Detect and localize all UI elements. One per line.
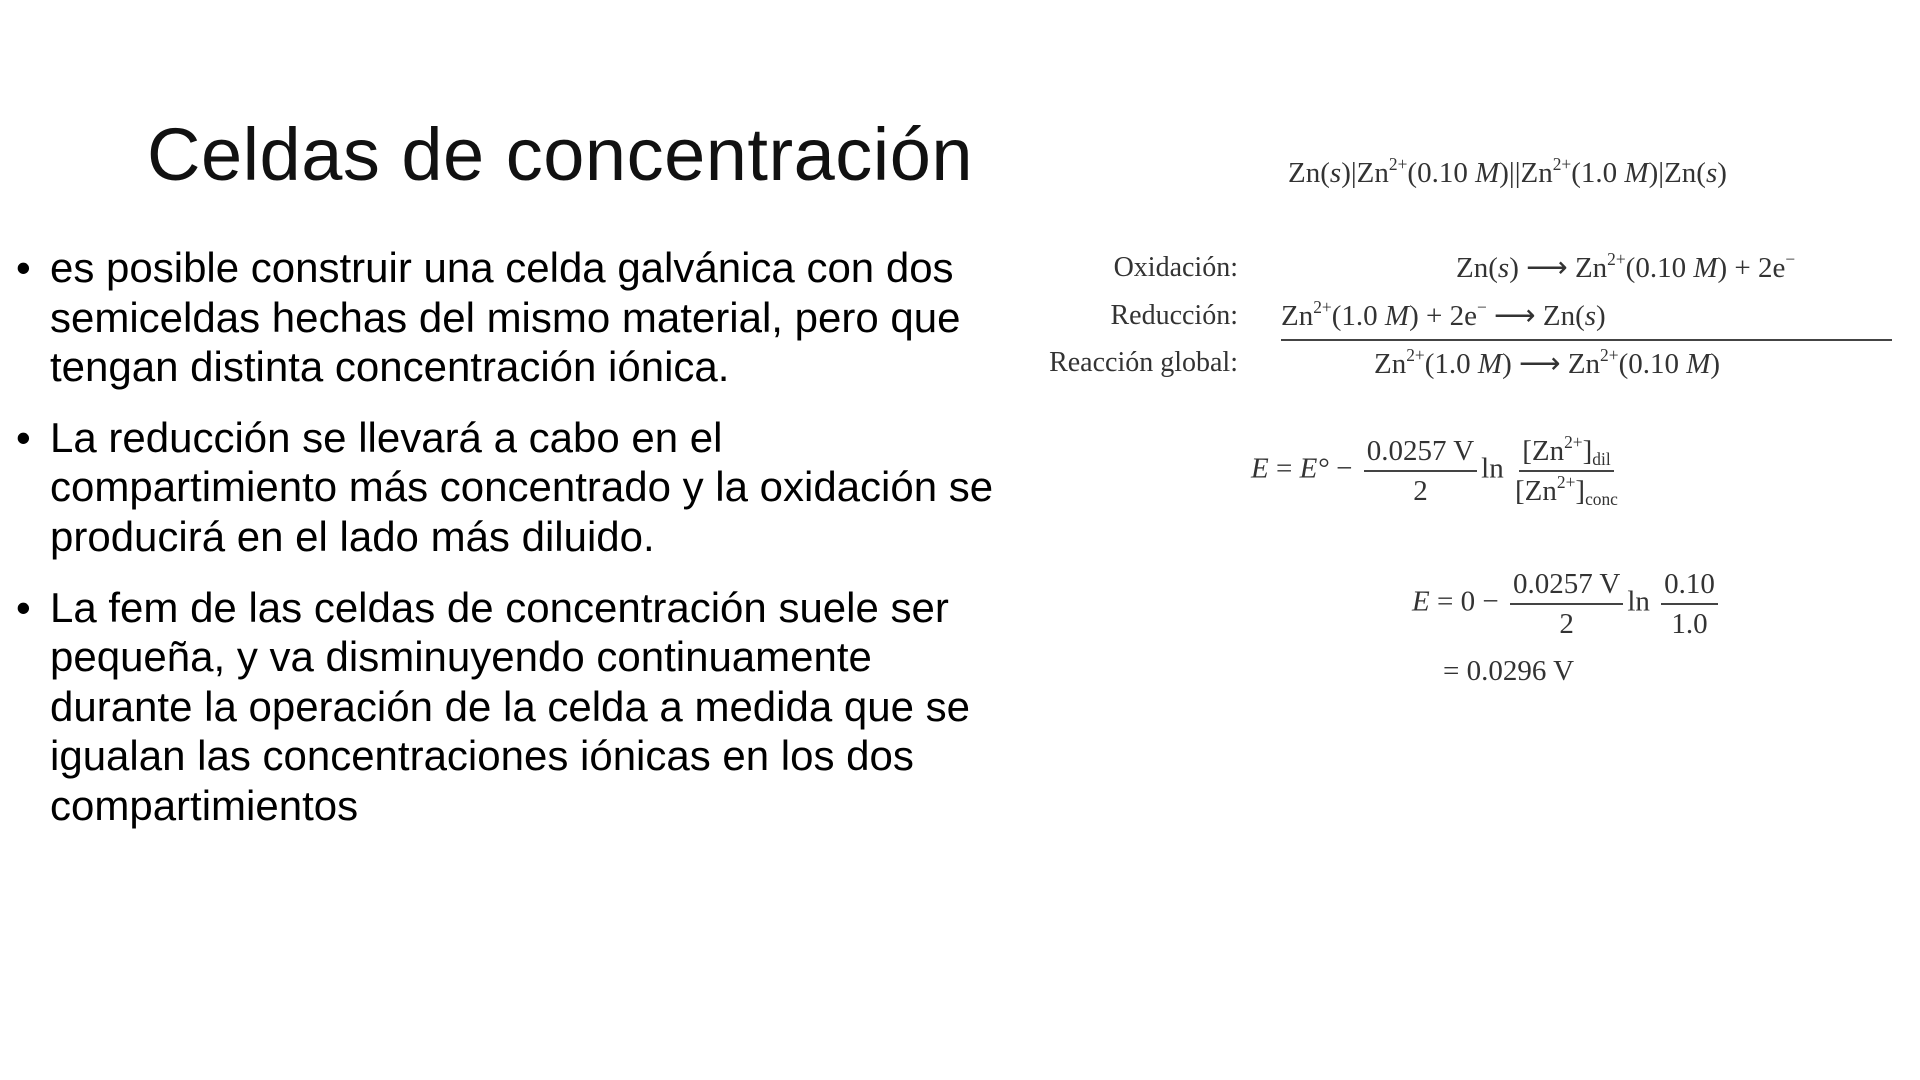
cell-notation: $Zn(s)|Zn^{2+}(0.10$ $M)||Zn^{2+}(1.0$ M)|Zn(s)	[1288, 153, 1727, 189]
reduction-label: Reducción:	[1110, 300, 1238, 331]
sum-line	[1281, 339, 1892, 341]
bullet-item	[16, 243, 996, 392]
nernst-substituted: E = 0 − $\frac{0.0257 V}{2}$ ln $\frac{0.10}{1.0}$	[1412, 565, 1722, 643]
slide-title: Celdas de concentración	[147, 113, 974, 196]
bullet-text: La fem de las celdas de concentración suele ser pequeña, y va disminuyendo continuamente durante la operación de la celda a medida que se igualan las concentraciones iónicas en los dos compartimientos	[50, 583, 970, 829]
oxidation-label: Oxidación:	[1113, 252, 1238, 283]
bullet-icon: •	[16, 583, 31, 631]
bullet-list	[16, 243, 996, 852]
bullet-text: La reducción se llevará a cabo en el compartimiento más concentrado y la oxidación se producirá en el lado más diluido.	[50, 413, 994, 560]
reduction-equation: $Zn^{2+}(1.0$ M) + 2e− ⟶ Zn(s)	[1281, 296, 1606, 332]
bullet-text: es posible construir una celda galvánica con dos semiceldas hechas del mismo material, pero que tengan distinta concentración iónica.	[50, 244, 961, 391]
bullet-item	[16, 583, 996, 831]
global-equation: $Zn^{2+}(1.0$ M) ⟶ $Zn^{2+}(0.10$ M)	[1374, 344, 1721, 380]
bullet-icon: •	[16, 413, 31, 461]
bullet-item	[16, 413, 996, 562]
nernst-result: = 0.0296 V	[1443, 655, 1575, 687]
global-reaction-label: Reacción global:	[1049, 347, 1238, 378]
oxidation-equation: Zn(s) ⟶ $Zn^{2+}(0.10$ M) + 2e−	[1456, 248, 1796, 284]
bullet-icon: •	[16, 244, 31, 291]
nernst-equation: E = E° − $\frac{0.0257 V}{2}$ ln $\frac{[Zn^{2+}]_{dil}}{[Zn^{2+}]_{conc}}$	[1251, 431, 1618, 510]
